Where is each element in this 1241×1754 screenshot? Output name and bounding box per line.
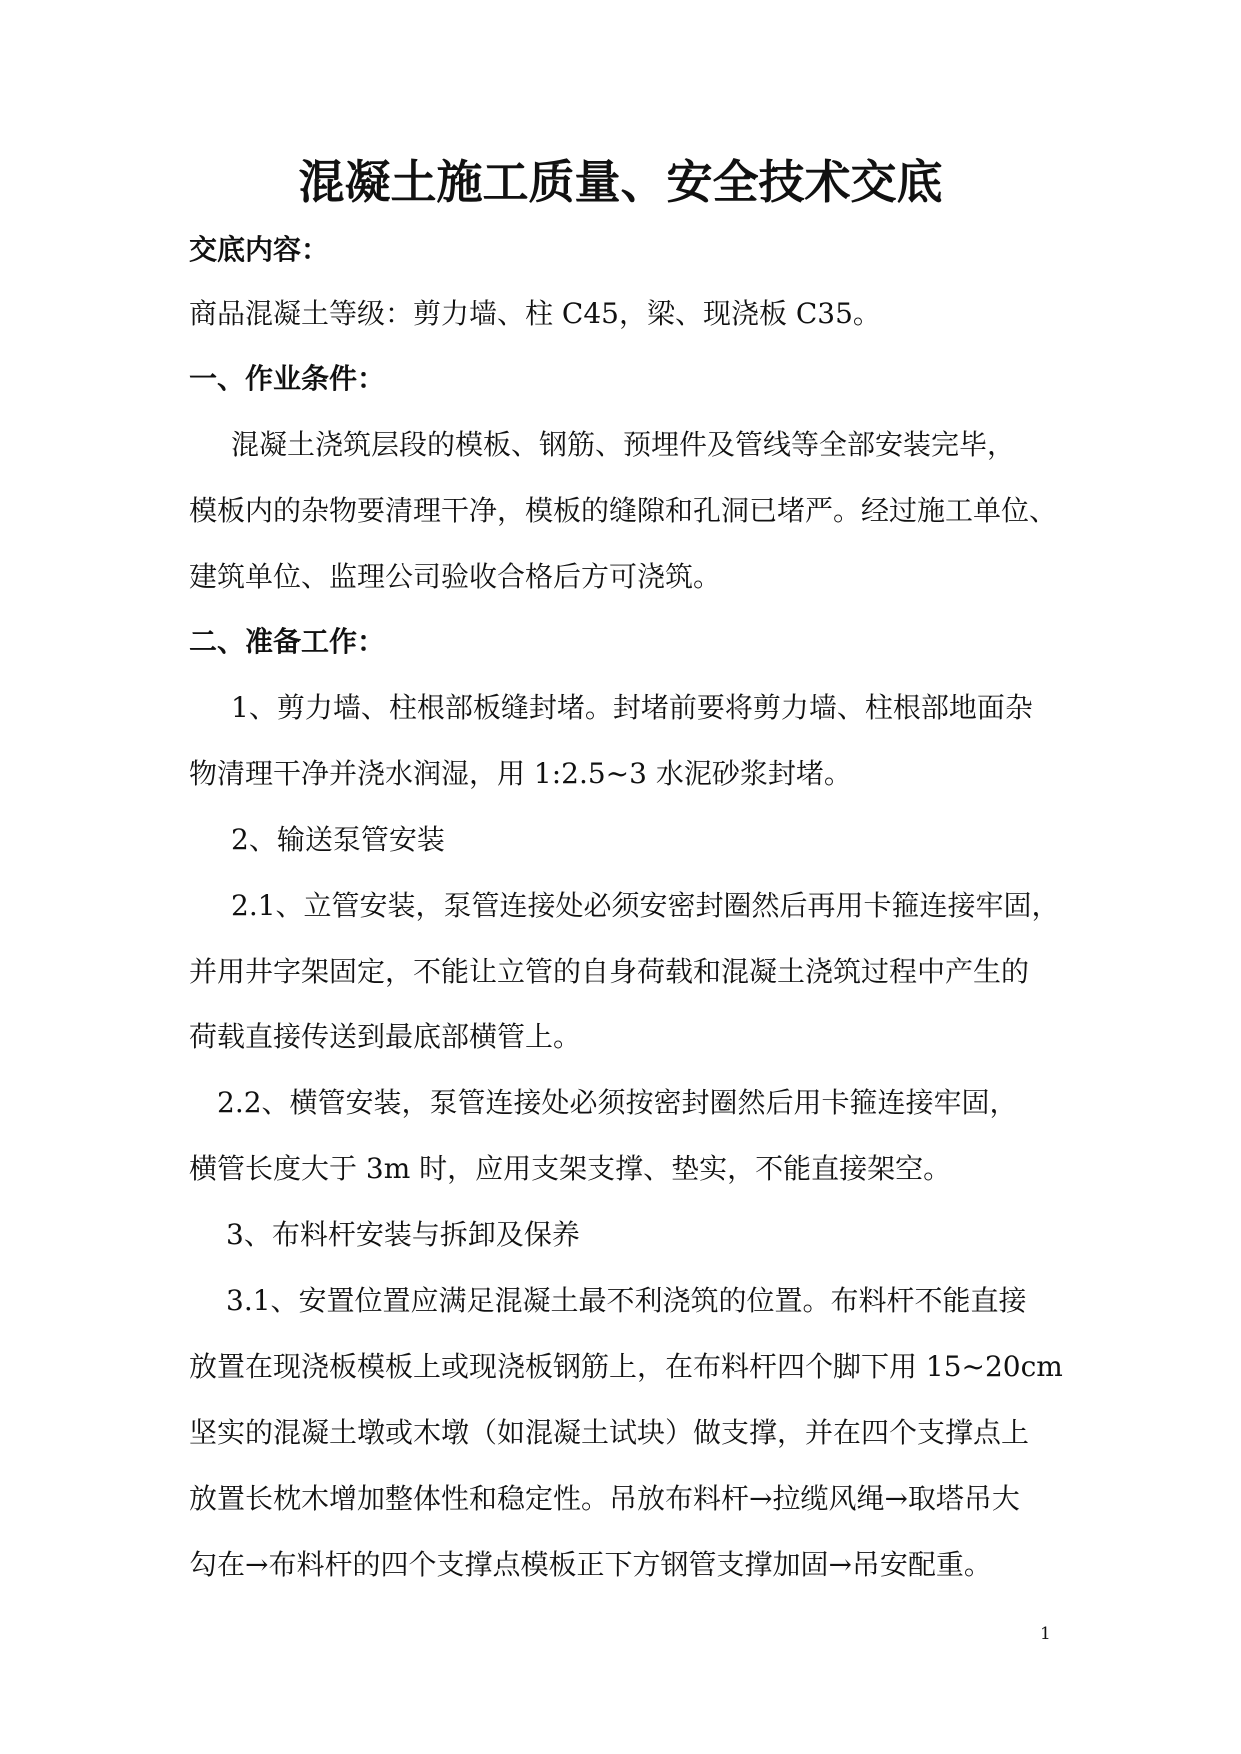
paragraph-line: 并用井字架固定，不能让立管的自身荷载和混凝土浇筑过程中产生的	[189, 955, 1030, 988]
paragraph-line: 模板内的杂物要清理干净，模板的缝隙和孔洞已堵严。经过施工单位、	[189, 494, 1058, 527]
paragraph-line: 2.2、横管安装，泵管连接处必须按密封圈然后用卡箍连接牢固，	[217, 1086, 1018, 1119]
page-number: 1	[1040, 1624, 1051, 1644]
section-heading-preparation: 二、准备工作：	[189, 625, 386, 658]
paragraph-line: 坚实的混凝土墩或木墩（如混凝土试块）做支撑，并在四个支撑点上	[189, 1416, 1030, 1449]
paragraph-line: 3.1、安置位置应满足混凝土最不利浇筑的位置。布料杆不能直接	[226, 1284, 1027, 1317]
paragraph-line: 横管长度大于 3m 时，应用支架支撑、垫实，不能直接架空。	[189, 1152, 952, 1185]
paragraph-line: 荷载直接传送到最底部横管上。	[189, 1020, 582, 1053]
subheading-line: 3、布料杆安装与拆卸及保养	[226, 1218, 580, 1251]
paragraph-line: 混凝土浇筑层段的模板、钢筋、预埋件及管线等全部安装完毕，	[231, 428, 1016, 461]
concrete-grade-line: 商品混凝土等级：剪力墙、柱 C45，梁、现浇板 C35。	[189, 297, 881, 330]
paragraph-line: 物清理干净并浇水润湿，用 1:2.5~3 水泥砂浆封堵。	[189, 757, 852, 790]
paragraph-line: 建筑单位、监理公司验收合格后方可浇筑。	[189, 560, 722, 593]
section-heading-content: 交底内容：	[189, 233, 330, 266]
paragraph-line: 勾在→布料杆的四个支撑点模板正下方钢管支撑加固→吊安配重。	[189, 1548, 992, 1581]
subheading-line: 2、输送泵管安装	[231, 823, 445, 856]
section-heading-conditions: 一、作业条件：	[189, 362, 386, 395]
paragraph-line: 放置长枕木增加整体性和稳定性。吊放布料杆→拉缆风绳→取塔吊大	[189, 1482, 1020, 1515]
paragraph-line: 放置在现浇板模板上或现浇板钢筋上，在布料杆四个脚下用 15~20cm	[189, 1350, 1063, 1383]
paragraph-line: 2.1、立管安装，泵管连接处必须安密封圈然后再用卡箍连接牢固，	[231, 889, 1060, 922]
document-title: 混凝土施工质量、安全技术交底	[298, 155, 943, 209]
paragraph-line: 1、剪力墙、柱根部板缝封堵。封堵前要将剪力墙、柱根部地面杂	[231, 691, 1033, 724]
